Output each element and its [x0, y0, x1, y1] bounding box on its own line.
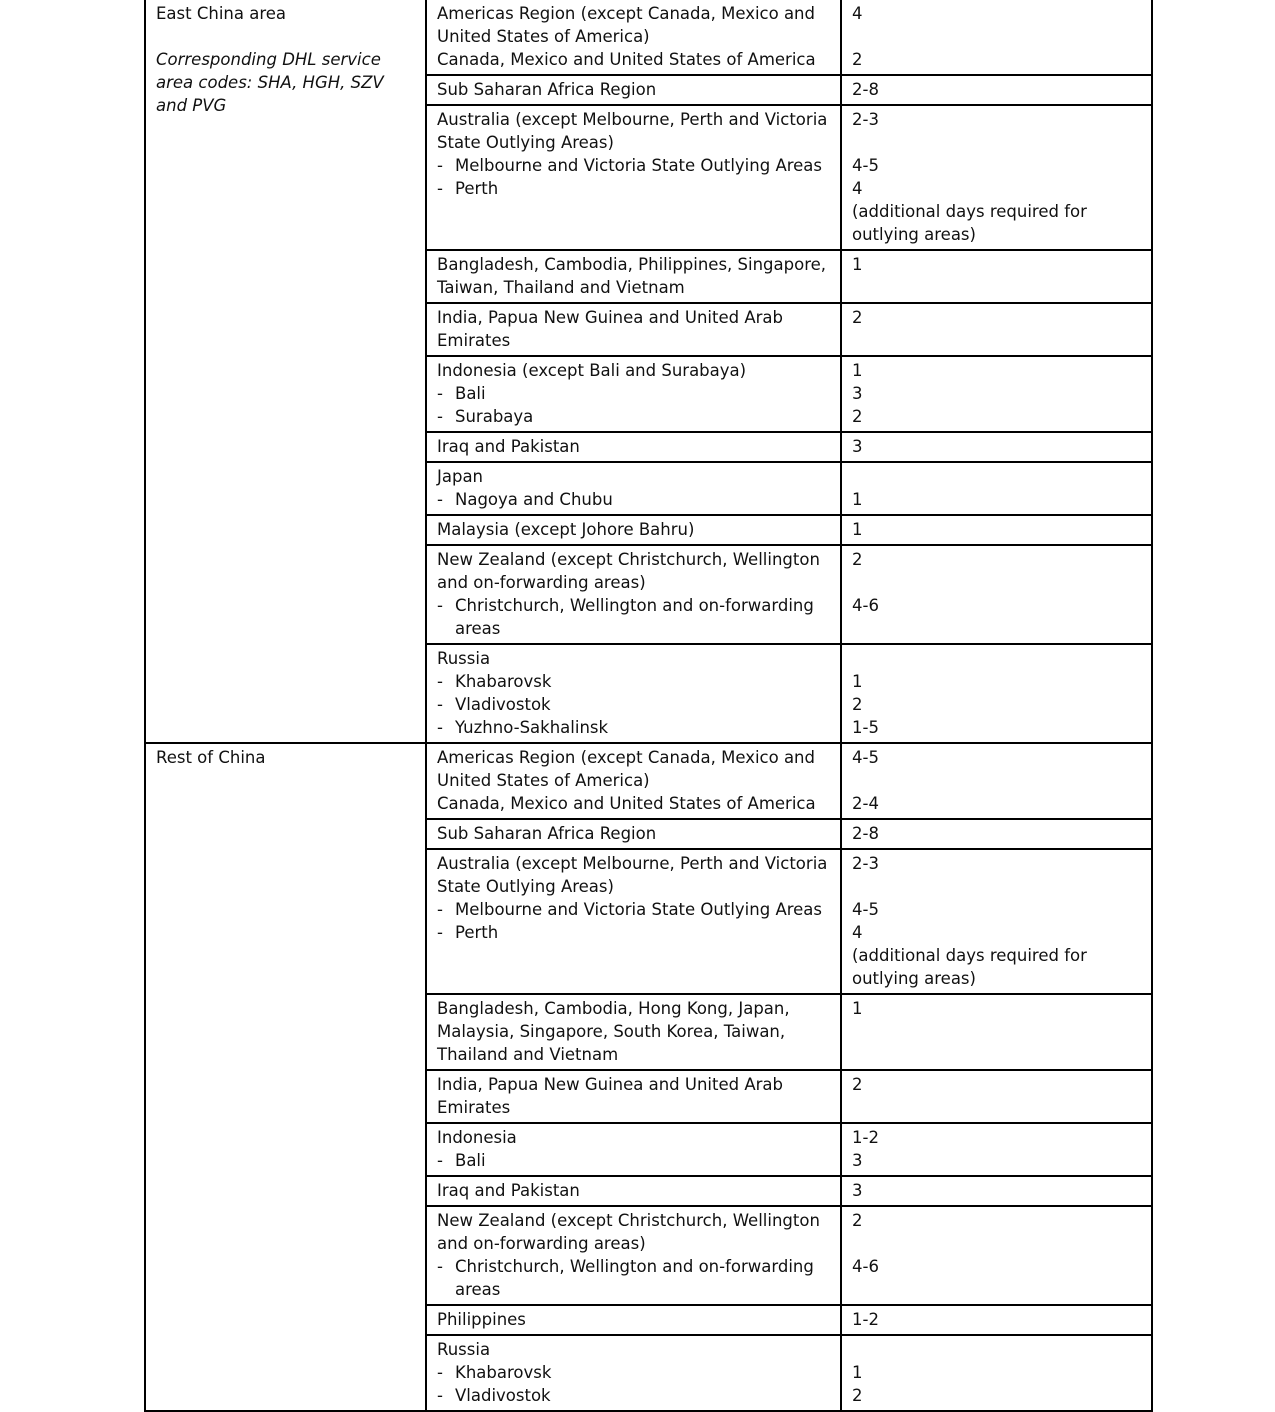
destination-sub-item: - Vladivostok — [437, 693, 830, 716]
transit-days-value — [852, 647, 1141, 670]
destination-sub-item: - Christchurch, Wellington and on-forwarding areas — [437, 1255, 830, 1301]
destination-sub-item: - Surabaya — [437, 405, 830, 428]
transit-days-value: (additional days required for outlying areas) — [852, 946, 1087, 988]
transit-days-value: 2 — [852, 308, 863, 327]
destination-text: Canada, Mexico and United States of America — [437, 794, 816, 813]
transit-days-value: 1-2 — [852, 1128, 879, 1147]
destination-text: Indonesia — [437, 1128, 517, 1147]
transit-days-cell — [841, 303, 1152, 356]
origin-cell — [145, 743, 426, 1411]
destination-sub-item: - Perth — [437, 921, 830, 944]
destination-text: New Zealand (except Christchurch, Wellington and on-forwarding areas) — [437, 1211, 820, 1253]
transit-days-value: 1 — [852, 999, 863, 1018]
transit-days-value — [852, 465, 1141, 488]
destination-cell — [426, 1206, 841, 1305]
transit-days-cell — [841, 849, 1152, 994]
table-row — [145, 0, 1152, 75]
destination-cell — [426, 515, 841, 545]
destination-text: Canada, Mexico and United States of America — [437, 50, 816, 69]
destination-text: Australia (except Melbourne, Perth and Victoria State Outlying Areas) — [437, 110, 828, 152]
transit-days-value: 4-6 — [852, 1257, 879, 1276]
transit-days-cell — [841, 1176, 1152, 1206]
destination-cell — [426, 462, 841, 515]
destination-text: Sub Saharan Africa Region — [437, 824, 657, 843]
destination-cell — [426, 75, 841, 105]
destination-text: Malaysia (except Johore Bahru) — [437, 520, 695, 539]
destination-sub-item: - Bali — [437, 1149, 830, 1172]
transit-days-value: 2-4 — [852, 794, 879, 813]
destination-sub-item: - Nagoya and Chubu — [437, 488, 830, 511]
destination-sub-item: - Vladivostok — [437, 1384, 830, 1407]
destination-text: Indonesia (except Bali and Surabaya) — [437, 361, 747, 380]
destination-text: India, Papua New Guinea and United Arab Emirates — [437, 308, 784, 350]
transit-days-value: 1 — [852, 255, 863, 274]
transit-days-cell — [841, 1206, 1152, 1305]
transit-days-value: 1 — [852, 361, 863, 380]
transit-days-value: 1-2 — [852, 1310, 879, 1329]
transit-days-value: 2 — [852, 550, 863, 569]
origin-label: East China area — [156, 4, 287, 23]
transit-days-value: 1 — [852, 672, 863, 691]
transit-days-value — [852, 131, 1141, 154]
destination-text: New Zealand (except Christchurch, Wellington and on-forwarding areas) — [437, 550, 820, 592]
destination-text: Australia (except Melbourne, Perth and Victoria State Outlying Areas) — [437, 854, 828, 896]
transit-days-value: 1 — [852, 520, 863, 539]
destination-sub-item: - Melbourne and Victoria State Outlying Areas — [437, 898, 830, 921]
transit-days-value: 4 — [852, 4, 863, 23]
transit-days-value — [852, 1338, 1141, 1361]
origin-cell — [145, 0, 426, 743]
destination-text: Russia — [437, 649, 491, 668]
transit-days-value: 2 — [852, 1211, 863, 1230]
transit-days-value: 3 — [852, 1181, 863, 1200]
destination-cell — [426, 1070, 841, 1123]
destination-cell — [426, 743, 841, 819]
destination-cell — [426, 644, 841, 743]
destination-sub-item: - Bali — [437, 382, 830, 405]
transit-days-value: 2 — [852, 407, 863, 426]
transit-days-value: (additional days required for outlying areas) — [852, 202, 1087, 244]
destination-text: Americas Region (except Canada, Mexico and United States of America) — [437, 4, 815, 46]
transit-days-value: 2-3 — [852, 854, 879, 873]
destination-text: Russia — [437, 1340, 491, 1359]
destination-cell — [426, 1123, 841, 1176]
destination-cell — [426, 994, 841, 1070]
transit-days-cell — [841, 1070, 1152, 1123]
transit-days-value — [852, 25, 1141, 48]
transit-days-value: 4 — [852, 923, 863, 942]
destination-cell — [426, 105, 841, 250]
transit-days-value: 2 — [852, 1075, 863, 1094]
transit-days-cell — [841, 515, 1152, 545]
transit-days-cell — [841, 462, 1152, 515]
transit-days-value: 2-8 — [852, 80, 879, 99]
transit-days-cell — [841, 545, 1152, 644]
transit-days-value: 2-3 — [852, 110, 879, 129]
destination-sub-item: - Khabarovsk — [437, 1361, 830, 1384]
transit-days-value: 2 — [852, 1386, 863, 1405]
transit-days-value — [852, 1232, 1141, 1255]
destination-cell — [426, 849, 841, 994]
transit-days-cell — [841, 1123, 1152, 1176]
transit-times-table — [144, 0, 1153, 1412]
destination-sub-item: - Khabarovsk — [437, 670, 830, 693]
transit-days-value: 3 — [852, 437, 863, 456]
destination-sub-item: - Perth — [437, 177, 830, 200]
transit-days-value: 4-5 — [852, 900, 879, 919]
transit-days-value: 1 — [852, 490, 863, 509]
transit-days-value: 4 — [852, 179, 863, 198]
transit-days-value: 1-5 — [852, 718, 879, 737]
transit-days-value: 4-5 — [852, 156, 879, 175]
destination-cell — [426, 819, 841, 849]
transit-days-cell — [841, 994, 1152, 1070]
origin-note: Corresponding DHL service area codes: SHA, HGH, SZV and PVG — [156, 50, 384, 115]
destination-text: Americas Region (except Canada, Mexico and United States of America) — [437, 748, 815, 790]
transit-days-cell — [841, 356, 1152, 432]
origin-label: Rest of China — [156, 748, 266, 767]
destination-cell — [426, 303, 841, 356]
transit-days-cell — [841, 105, 1152, 250]
transit-days-cell — [841, 0, 1152, 75]
destination-text: India, Papua New Guinea and United Arab Emirates — [437, 1075, 784, 1117]
transit-days-value: 2 — [852, 50, 863, 69]
destination-sub-item: - Melbourne and Victoria State Outlying Areas — [437, 154, 830, 177]
destination-cell — [426, 0, 841, 75]
transit-days-value: 2 — [852, 695, 863, 714]
destination-cell — [426, 545, 841, 644]
table-body — [145, 0, 1152, 1411]
transit-days-value — [852, 571, 1141, 594]
destination-text: Bangladesh, Cambodia, Philippines, Singapore, Taiwan, Thailand and Vietnam — [437, 255, 827, 297]
transit-days-cell — [841, 644, 1152, 743]
transit-days-cell — [841, 1305, 1152, 1335]
transit-days-cell — [841, 250, 1152, 303]
destination-text: Bangladesh, Cambodia, Hong Kong, Japan, Malaysia, Singapore, South Korea, Taiwan, Thailand and Vietnam — [437, 999, 790, 1064]
destination-cell — [426, 1176, 841, 1206]
destination-cell — [426, 250, 841, 303]
destination-text: Sub Saharan Africa Region — [437, 80, 657, 99]
transit-days-value — [852, 769, 1141, 792]
transit-days-value: 3 — [852, 384, 863, 403]
transit-days-cell — [841, 743, 1152, 819]
table-row — [145, 743, 1152, 819]
destination-text: Iraq and Pakistan — [437, 437, 580, 456]
transit-days-value: 2-8 — [852, 824, 879, 843]
destination-text: Philippines — [437, 1310, 526, 1329]
transit-days-cell — [841, 432, 1152, 462]
transit-days-cell — [841, 75, 1152, 105]
destination-cell — [426, 1305, 841, 1335]
transit-days-cell — [841, 819, 1152, 849]
destination-sub-item: - Christchurch, Wellington and on-forwarding areas — [437, 594, 830, 640]
destination-text: Japan — [437, 467, 484, 486]
transit-days-value — [852, 875, 1141, 898]
transit-days-value: 3 — [852, 1151, 863, 1170]
destination-cell — [426, 356, 841, 432]
transit-days-value: 1 — [852, 1363, 863, 1382]
transit-days-value: 4-5 — [852, 748, 879, 767]
transit-days-cell — [841, 1335, 1152, 1411]
destination-cell — [426, 1335, 841, 1411]
destination-text: Iraq and Pakistan — [437, 1181, 580, 1200]
destination-cell — [426, 432, 841, 462]
destination-sub-item: - Yuzhno-Sakhalinsk — [437, 716, 830, 739]
transit-days-value: 4-6 — [852, 596, 879, 615]
